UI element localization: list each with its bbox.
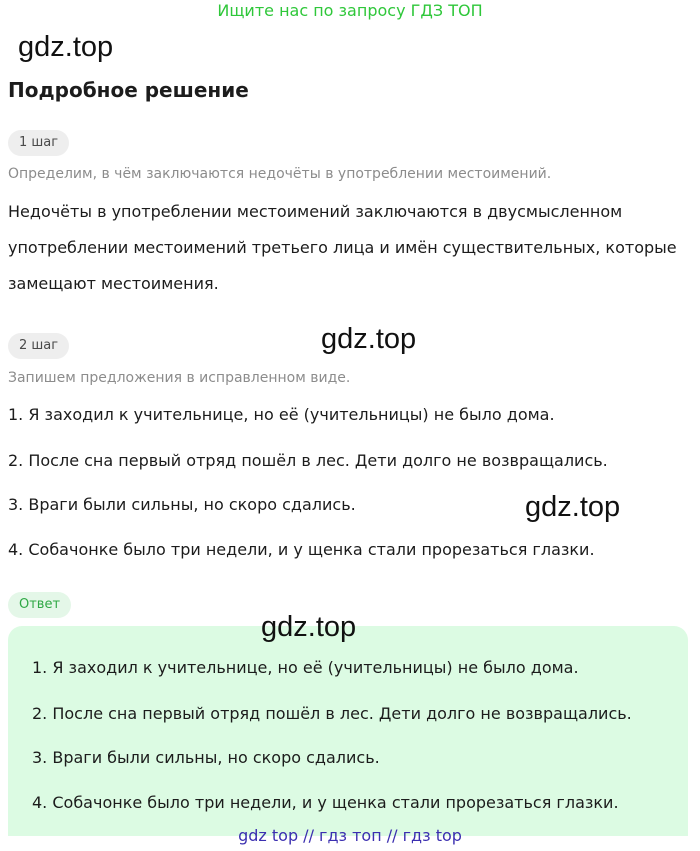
step-1-text: Недочёты в употреблении местоимений заключаются в двусмысленном употреблении местоимений третьего лица и имён существительных, которые замещают местоимения. (8, 202, 677, 293)
footer-links: gdz top // гдз топ // гдз top (238, 826, 462, 845)
solution-line: 4. Собачонке было три недели, и у щенка стали прорезаться глазки. (8, 540, 595, 559)
answer-line: 4. Собачонке было три недели, и у щенка стали прорезаться глазки. (32, 793, 619, 812)
answer-line: 2. После сна первый отряд пошёл в лес. Дети долго не возвращались. (32, 704, 632, 723)
watermark: gdz.top (525, 491, 621, 523)
step-2-hint: Запишем предложения в исправленном виде. (8, 370, 351, 386)
step-1-hint: Определим, в чём заключаются недочёты в употреблении местоимений. (8, 166, 552, 182)
answer-line: 3. Враги были сильны, но скоро сдались. (32, 748, 380, 767)
step-1-badge: 1 шаг (8, 130, 69, 156)
step-2-badge: 2 шаг (8, 333, 69, 359)
solution-line: 1. Я заходил к учительнице, но её (учительницы) не было дома. (8, 405, 555, 424)
answer-box (8, 626, 688, 836)
watermark: gdz.top (18, 31, 114, 63)
answer-line: 1. Я заходил к учительнице, но её (учительницы) не было дома. (32, 658, 579, 677)
solution-line: 3. Враги были сильны, но скоро сдались. (8, 495, 356, 514)
watermark: gdz.top (261, 611, 357, 643)
search-banner: Ищите нас по запросу ГДЗ ТОП (217, 1, 483, 20)
answer-badge: Ответ (8, 592, 71, 618)
watermark: gdz.top (321, 323, 417, 355)
page-title: Подробное решение (8, 78, 249, 102)
solution-line: 2. После сна первый отряд пошёл в лес. Дети долго не возвращались. (8, 451, 608, 470)
